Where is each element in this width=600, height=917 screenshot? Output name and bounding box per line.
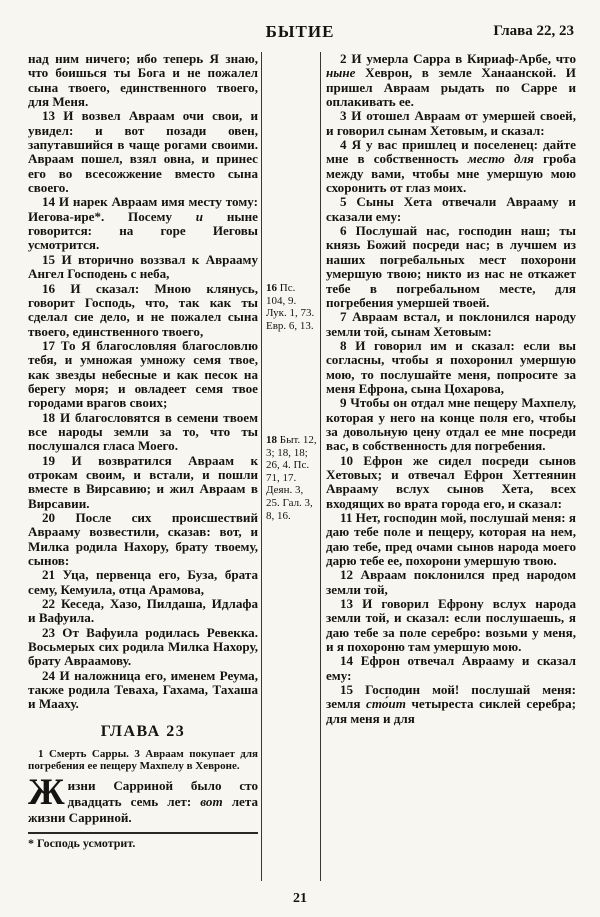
text-run: Сыны Хета отвечали Аврааму и сказали ему:	[326, 194, 576, 224]
reference-text: Пс. 104, 9. Лук. 1, 73. Евр. 6, 13.	[266, 282, 315, 332]
verse-number: 15	[340, 682, 366, 698]
text-run: Нет, господин мой, послушай меня: я даю тебе поле и пещеру, которая на нем, даю тебе, пред очами сынов народа моего дарю тебе ее, похорони умершую твою.	[326, 510, 576, 569]
verse-number: 9	[340, 395, 351, 411]
text-run: И умерла Сарра в Кириаф-Арбе, что	[351, 51, 576, 66]
text-run: гроба между вами, чтобы мне умершую мою схоронить от глаз моих.	[326, 151, 576, 196]
verse-number: 23	[42, 624, 63, 640]
verse-paragraph	[326, 224, 576, 310]
verse-number: 24	[42, 667, 60, 683]
verse-paragraph	[326, 683, 576, 726]
verse-number: 12	[340, 567, 361, 583]
text-run: Кеседа, Хазо, Пилдаша, Идлафа и Вафуила.	[28, 596, 258, 626]
verse-number: 13	[42, 108, 64, 124]
verse-paragraph	[28, 282, 258, 339]
chapter-summary	[28, 748, 258, 773]
verse-paragraph	[28, 454, 258, 511]
cross-reference	[262, 434, 320, 522]
reference-verse-number: 16	[266, 282, 280, 294]
verse-number: 14	[42, 194, 59, 210]
text-run: Авраам встал, и поклонился народу земли той, сынам Хетовым:	[326, 309, 577, 339]
text-run: над ним ничего; ибо теперь Я знаю, что боишься ты Бога и не пожалел сына твоего, единственного твоего, для Меня.	[28, 51, 258, 110]
text-run: лета жизни Сарриной.	[28, 794, 258, 825]
text-run: От Вафуила родилась Ревекка. Восьмерых сих родила Милка Нахору, брату Авраамову.	[28, 624, 258, 669]
verse-number: 7	[340, 309, 353, 325]
text-run: Господин мой! послушай меня: земля	[326, 682, 576, 712]
text-run: И отошел Авраам от умершей своей, и говорил сынам Хетовым, и сказал:	[326, 108, 576, 138]
verse-number: 10	[340, 452, 364, 468]
italic-text: вот	[200, 794, 223, 809]
verse-paragraph	[28, 597, 258, 626]
verse-paragraph	[326, 454, 576, 511]
verse-number: 18	[42, 409, 60, 425]
text-run: И вторично воззвал к Аврааму Ангел Господень с неба,	[28, 251, 258, 282]
verse-paragraph	[28, 568, 258, 597]
text-run: * Господь усмотрит.	[28, 836, 136, 850]
verse-number: 20	[42, 510, 76, 525]
reference-verse-number: 18	[266, 434, 280, 446]
italic-text: сто́ит	[366, 696, 406, 712]
text-run: И возвратился Авраам к отрокам своим, и встали, и пошли вместе в Вирсавию; и жил Авраам в Вирсавии.	[28, 452, 258, 511]
verse-number: 19	[42, 452, 72, 468]
text-run: Хеврон, в земле Ханаанской. И пришел Авраам рыдать по Сарре и оплакивать ее.	[326, 65, 576, 110]
verse-paragraph	[326, 568, 576, 597]
verse-paragraph	[28, 669, 258, 712]
verse-paragraph	[28, 339, 258, 411]
page-header	[0, 22, 600, 46]
verse-paragraph	[28, 195, 258, 252]
drop-cap-initial: Ж	[28, 772, 65, 813]
italic-text: и	[195, 208, 204, 224]
verse-paragraph	[28, 411, 258, 454]
verse-paragraph	[28, 109, 258, 195]
verse-paragraph	[28, 626, 258, 669]
verse-number: 3	[340, 108, 352, 124]
text-run: То Я благословляя благословлю тебя, и умножая умножу семя твое, как звезды небесные и как песок на берегу моря; и овладеет семя твое городами врагов своих;	[28, 337, 258, 411]
text-run: Чтобы он отдал мне пещеру Махпелу, которая у него на конце поля его, чтобы за довольную цену отдал ее мне посреди вас, в собственность для погребения.	[326, 395, 576, 454]
verse-number: 11	[340, 510, 356, 525]
verse-number: 21	[42, 567, 63, 583]
verse-paragraph	[326, 654, 576, 683]
page-number: 21	[293, 891, 307, 906]
references-column	[262, 52, 320, 881]
text-run: четыреста сиклей серебра; для меня и для	[326, 696, 577, 726]
verse-paragraph	[326, 511, 576, 568]
text-run: Ефрон отвечал Аврааму и сказал ему:	[326, 653, 576, 683]
left-column	[28, 52, 261, 881]
text-run: изни Сарриной было сто двадцать семь лет:	[67, 778, 258, 809]
text-run: И говорил им и сказал: если вы согласны, чтобы я похоронил умершую мою, то послушайте меня, попросите за меня Ефрона, сына Цохарова,	[326, 337, 576, 396]
verse-number: 15	[42, 251, 62, 267]
italic-text: ныне	[326, 65, 356, 81]
verse-number: 17	[42, 337, 61, 353]
verse-number: 8	[340, 337, 356, 353]
text-run: Я у вас пришлец и поселенец: дайте мне в собственность	[326, 137, 576, 167]
dropcap-paragraph	[28, 772, 258, 826]
verse-number: 6	[340, 223, 356, 239]
chapter-heading: ГЛАВА 23	[100, 722, 186, 740]
chapter-range: Глава 22, 23	[493, 23, 574, 39]
text-run: И благословятся в семени твоем все народы земли за то, что ты послушался гласа Моего.	[28, 409, 258, 454]
text-run: И наложница его, именем Реума, также родила Теваха, Гахама, Тахаша и Мааху.	[28, 667, 258, 712]
verse-paragraph	[326, 396, 576, 453]
text-run: И нарек Авраам имя месту тому: Иегова-ире*. Посему	[28, 194, 258, 224]
verse-number: 2	[340, 51, 352, 66]
verse-paragraph	[28, 253, 258, 282]
text-run: Послушай нас, господин наш; ты князь Божий посреди нас; в лучшем из наших погребальных мест похорони умершую твою; никто из нас не откажет тебе в погребальном месте, для погребения умершей твоей.	[326, 223, 576, 310]
text-run: После сих происшествий Аврааму возвестили, сказав: вот, и Милка родила Нахору, брату твоему, сынов:	[28, 510, 259, 569]
verse-paragraph	[326, 138, 576, 195]
page-content	[28, 52, 576, 881]
footnote-divider	[28, 832, 258, 834]
verse-paragraph	[326, 310, 576, 339]
verse-paragraph	[326, 109, 576, 138]
verse-paragraph	[28, 52, 258, 109]
text-run: Авраам поклонился пред народом земли той,	[326, 567, 576, 597]
text-run: И возвел Авраам очи свои, и увидел: и вот позади овен, запутавшийся в чаще рогами своими. Авраам пошел, взял овна, и принес его во всесожжение вместо сына своего.	[28, 108, 258, 196]
text-run: ныне говорится: на горе Иеговы усмотрится.	[28, 208, 258, 253]
verse-paragraph	[326, 597, 576, 654]
verse-number: 5	[340, 194, 357, 210]
verse-number: 14	[340, 653, 361, 669]
verse-paragraph	[326, 339, 576, 396]
verse-paragraph	[28, 511, 258, 568]
footnote	[28, 837, 258, 850]
verse-paragraph	[326, 52, 576, 109]
verse-number: 4	[340, 137, 352, 153]
text-run: И сказал: Мною клянусь, говорит Господь, что, так как ты сделал сие дело, и не пожалел сына твоего, единственного твоего,	[28, 280, 258, 339]
text-run: И говорил Ефрону вслух народа земли той, и сказал: если послушаешь, я даю тебе за поле серебро: возьми у меня, и я похороню там умершую мою.	[326, 596, 576, 655]
right-column	[321, 52, 576, 881]
verse-number: 16	[42, 280, 71, 296]
text-run: Ефрон же сидел посреди сынов Хетовых; и отвечал Ефрон Хеттеянин Аврааму вслух сынов Хета, всех входящих во врата города его, и сказал:	[326, 452, 576, 511]
verse-paragraph	[326, 195, 576, 224]
italic-text: место для	[467, 151, 534, 167]
text-run: 1 Смерть Сарры. 3 Авраам покупает для погребения ее пещеру Махпелу в Хевроне.	[28, 747, 258, 773]
verse-number: 13	[340, 596, 363, 612]
text-run: Уца, первенца его, Буза, брата сему, Кемуила, отца Арамова,	[28, 567, 258, 597]
cross-reference	[262, 282, 320, 332]
reference-text: Быт. 12, 3; 18, 18; 26, 4. Пс. 71, 17. Деян. 3, 25. Гал. 3, 8, 16.	[266, 434, 317, 522]
book-title: БЫТИЕ	[265, 22, 335, 41]
verse-number: 22	[42, 596, 61, 612]
